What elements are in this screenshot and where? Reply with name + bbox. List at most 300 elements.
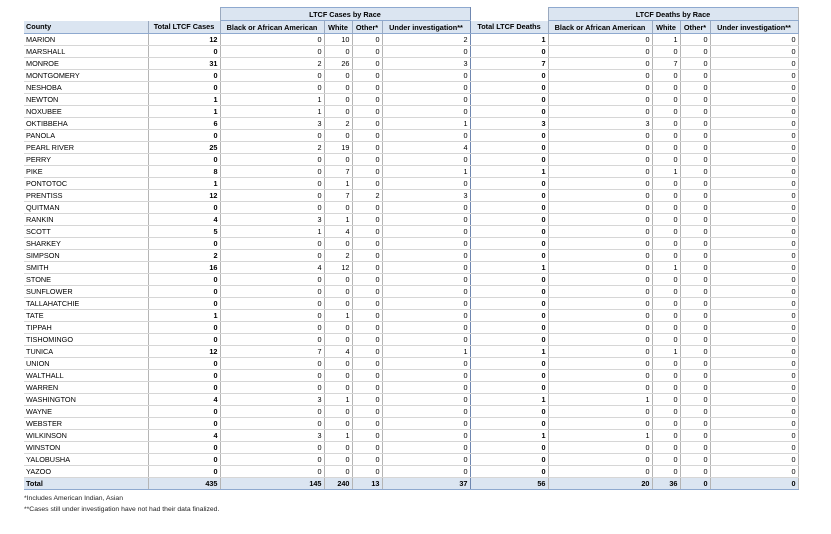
cell-cases-other: 0 [352,346,382,358]
cell-cases-under-investigation: 1 [382,346,470,358]
cell-deaths-under-investigation: 0 [710,322,798,334]
cell-cases-other: 0 [352,58,382,70]
cell-deaths-black: 0 [548,154,652,166]
cell-cases-other: 0 [352,430,382,442]
cell-total-cases: 12 [148,190,220,202]
cell-cases-black: 0 [220,466,324,478]
cell-cases-under-investigation: 0 [382,274,470,286]
cell-cases-white: 0 [324,358,352,370]
cell-cases-under-investigation: 0 [382,370,470,382]
cell-deaths-black: 0 [548,262,652,274]
cell-cases-white: 0 [324,454,352,466]
cell-cases-under-investigation: 0 [382,358,470,370]
cell-deaths-white: 0 [652,178,680,190]
cell-cases-other: 0 [352,94,382,106]
total-label: Total [24,478,148,490]
cell-deaths-black: 0 [548,418,652,430]
cell-total-cases: 8 [148,166,220,178]
cell-county: YALOBUSHA [24,454,148,466]
cell-deaths-black: 0 [548,58,652,70]
cell-cases-under-investigation: 2 [382,34,470,46]
cell-deaths-black: 0 [548,70,652,82]
cell-cases-black: 0 [220,34,324,46]
cell-total-cases: 0 [148,418,220,430]
cell-cases-under-investigation: 0 [382,70,470,82]
cell-total-deaths: 0 [470,274,548,286]
table-row [24,70,798,82]
col-cases-under-investigation-header: Under investigation** [382,21,470,34]
column-header-row [24,21,798,34]
table-row [24,322,798,334]
total-deaths-white: 36 [652,478,680,490]
cell-cases-white: 1 [324,214,352,226]
cell-cases-black: 0 [220,334,324,346]
cell-total-cases: 5 [148,226,220,238]
table-row [24,94,798,106]
cell-deaths-under-investigation: 0 [710,310,798,322]
cell-total-deaths: 0 [470,310,548,322]
cell-deaths-under-investigation: 0 [710,262,798,274]
cell-total-deaths: 0 [470,214,548,226]
cell-total-cases: 2 [148,250,220,262]
cell-cases-white: 26 [324,58,352,70]
cell-cases-black: 3 [220,214,324,226]
cell-cases-black: 2 [220,58,324,70]
table-row [24,346,798,358]
cell-county: TUNICA [24,346,148,358]
cell-cases-white: 0 [324,46,352,58]
cell-deaths-white: 0 [652,274,680,286]
cell-cases-white: 1 [324,430,352,442]
table-row [24,46,798,58]
cell-cases-white: 1 [324,310,352,322]
cell-cases-under-investigation: 0 [382,82,470,94]
cell-total-deaths: 0 [470,370,548,382]
table-row [24,430,798,442]
cell-cases-other: 0 [352,358,382,370]
cell-deaths-white: 0 [652,106,680,118]
cell-total-cases: 0 [148,130,220,142]
cell-total-cases: 0 [148,70,220,82]
cell-county: PONTOTOC [24,178,148,190]
cell-cases-black: 0 [220,154,324,166]
footnote-under-investigation: **Cases still under investigation have not had their data finalized. [24,506,220,513]
cell-deaths-white: 0 [652,214,680,226]
cell-cases-black: 0 [220,298,324,310]
cell-cases-black: 0 [220,190,324,202]
cell-deaths-under-investigation: 0 [710,190,798,202]
table-row [24,106,798,118]
cell-deaths-under-investigation: 0 [710,118,798,130]
col-total-cases-header: Total LTCF Cases [148,21,220,34]
cell-total-deaths: 0 [470,130,548,142]
cell-county: MONTGOMERY [24,70,148,82]
cell-cases-under-investigation: 0 [382,202,470,214]
cell-cases-other: 0 [352,34,382,46]
cell-cases-other: 0 [352,322,382,334]
cell-deaths-other: 0 [680,262,710,274]
cell-deaths-under-investigation: 0 [710,82,798,94]
cell-county: TALLAHATCHIE [24,298,148,310]
table-row [24,418,798,430]
cell-deaths-under-investigation: 0 [710,58,798,70]
cell-deaths-other: 0 [680,466,710,478]
cell-deaths-black: 0 [548,202,652,214]
cell-cases-white: 0 [324,82,352,94]
table-row [24,214,798,226]
cell-total-cases: 0 [148,286,220,298]
cell-deaths-black: 0 [548,334,652,346]
cell-cases-other: 0 [352,238,382,250]
cell-deaths-under-investigation: 0 [710,358,798,370]
cell-cases-white: 7 [324,190,352,202]
cell-deaths-other: 0 [680,154,710,166]
cell-cases-under-investigation: 0 [382,130,470,142]
cell-deaths-black: 1 [548,430,652,442]
cell-total-deaths: 0 [470,298,548,310]
cell-deaths-other: 0 [680,202,710,214]
table-row [24,334,798,346]
cell-deaths-under-investigation: 0 [710,178,798,190]
cell-deaths-white: 0 [652,322,680,334]
col-deaths-other-header: Other* [680,21,710,34]
cell-deaths-other: 0 [680,418,710,430]
cell-deaths-other: 0 [680,46,710,58]
cell-cases-under-investigation: 3 [382,58,470,70]
cell-cases-under-investigation: 0 [382,418,470,430]
cell-total-deaths: 1 [470,166,548,178]
cell-total-cases: 0 [148,406,220,418]
cell-cases-black: 4 [220,262,324,274]
cell-county: SMITH [24,262,148,274]
cell-total-deaths: 0 [470,154,548,166]
cell-cases-white: 0 [324,322,352,334]
cell-county: WILKINSON [24,430,148,442]
cell-total-deaths: 3 [470,118,548,130]
cell-county: WALTHALL [24,370,148,382]
cell-cases-white: 0 [324,406,352,418]
table-row [24,442,798,454]
cell-deaths-black: 0 [548,250,652,262]
cell-deaths-black: 0 [548,274,652,286]
cell-deaths-white: 0 [652,454,680,466]
cell-cases-under-investigation: 0 [382,46,470,58]
cell-deaths-white: 0 [652,142,680,154]
cell-cases-black: 0 [220,286,324,298]
cell-deaths-white: 0 [652,202,680,214]
table-row [24,226,798,238]
cell-county: YAZOO [24,466,148,478]
cell-deaths-under-investigation: 0 [710,94,798,106]
cell-deaths-black: 0 [548,238,652,250]
cell-cases-white: 0 [324,70,352,82]
cell-deaths-other: 0 [680,94,710,106]
cell-cases-other: 0 [352,442,382,454]
table-row [24,142,798,154]
cell-deaths-white: 0 [652,118,680,130]
cell-county: WARREN [24,382,148,394]
cell-deaths-white: 0 [652,382,680,394]
cell-deaths-other: 0 [680,214,710,226]
ltcf-race-table-container [24,7,799,490]
cell-deaths-black: 0 [548,94,652,106]
cell-deaths-white: 0 [652,418,680,430]
cell-county: STONE [24,274,148,286]
cell-cases-under-investigation: 0 [382,106,470,118]
cell-deaths-black: 0 [548,178,652,190]
cell-total-cases: 12 [148,346,220,358]
cell-deaths-black: 0 [548,454,652,466]
cell-deaths-under-investigation: 0 [710,394,798,406]
total-cases-black: 145 [220,478,324,490]
cell-total-cases: 0 [148,238,220,250]
cell-deaths-other: 0 [680,454,710,466]
col-deaths-under-investigation-header: Under investigation** [710,21,798,34]
table-row [24,118,798,130]
cell-deaths-other: 0 [680,286,710,298]
cell-county: WINSTON [24,442,148,454]
footnote-other-definition: *Includes American Indian, Asian [24,495,123,502]
cell-cases-other: 0 [352,154,382,166]
cell-deaths-under-investigation: 0 [710,274,798,286]
table-row [24,178,798,190]
cell-county: NESHOBA [24,82,148,94]
cell-cases-under-investigation: 0 [382,442,470,454]
cell-cases-white: 0 [324,298,352,310]
group-header-row [24,8,798,21]
cell-total-deaths: 0 [470,202,548,214]
cell-cases-white: 0 [324,274,352,286]
table-row [24,250,798,262]
cell-deaths-black: 0 [548,226,652,238]
cell-cases-under-investigation: 3 [382,190,470,202]
cell-cases-black: 0 [220,310,324,322]
cell-total-cases: 16 [148,262,220,274]
cell-deaths-under-investigation: 0 [710,202,798,214]
cell-county: RANKIN [24,214,148,226]
cell-deaths-black: 0 [548,442,652,454]
cell-cases-white: 7 [324,166,352,178]
cell-cases-white: 4 [324,226,352,238]
table-row [24,466,798,478]
cell-cases-under-investigation: 0 [382,466,470,478]
cell-total-deaths: 0 [470,46,548,58]
cell-deaths-other: 0 [680,382,710,394]
cell-total-cases: 0 [148,382,220,394]
cell-deaths-white: 0 [652,130,680,142]
cell-total-cases: 25 [148,142,220,154]
cell-cases-other: 0 [352,202,382,214]
cell-total-deaths: 0 [470,142,548,154]
cell-cases-white: 0 [324,106,352,118]
cell-total-cases: 0 [148,82,220,94]
cell-total-deaths: 0 [470,454,548,466]
cell-county: PANOLA [24,130,148,142]
cell-deaths-black: 0 [548,406,652,418]
cell-cases-under-investigation: 4 [382,142,470,154]
cell-cases-other: 0 [352,298,382,310]
cell-cases-black: 0 [220,130,324,142]
cell-cases-black: 3 [220,394,324,406]
cell-total-cases: 0 [148,322,220,334]
cell-cases-black: 0 [220,46,324,58]
cell-cases-other: 0 [352,166,382,178]
cell-total-cases: 6 [148,118,220,130]
cell-cases-white: 1 [324,394,352,406]
cell-total-deaths: 0 [470,238,548,250]
cell-deaths-under-investigation: 0 [710,466,798,478]
cell-county: MONROE [24,58,148,70]
cell-cases-under-investigation: 0 [382,382,470,394]
cell-deaths-other: 0 [680,394,710,406]
cell-deaths-under-investigation: 0 [710,406,798,418]
cell-total-deaths: 0 [470,226,548,238]
cell-deaths-white: 0 [652,226,680,238]
cell-cases-black: 0 [220,166,324,178]
cell-deaths-other: 0 [680,406,710,418]
cell-deaths-other: 0 [680,70,710,82]
cell-cases-under-investigation: 0 [382,226,470,238]
cell-deaths-other: 0 [680,190,710,202]
table-row [24,202,798,214]
cell-total-deaths: 1 [470,394,548,406]
cell-total-deaths: 0 [470,106,548,118]
cell-cases-under-investigation: 0 [382,406,470,418]
cell-cases-other: 0 [352,286,382,298]
cell-deaths-black: 0 [548,286,652,298]
cell-cases-black: 0 [220,382,324,394]
cell-county: NEWTON [24,94,148,106]
cell-cases-black: 3 [220,118,324,130]
cell-deaths-other: 0 [680,346,710,358]
cell-total-cases: 1 [148,94,220,106]
cell-county: WEBSTER [24,418,148,430]
cell-total-cases: 4 [148,430,220,442]
cell-cases-other: 0 [352,118,382,130]
cell-cases-black: 2 [220,142,324,154]
cell-cases-under-investigation: 0 [382,262,470,274]
cell-deaths-other: 0 [680,166,710,178]
total-cases-other: 13 [352,478,382,490]
col-cases-white-header: White [324,21,352,34]
cell-deaths-other: 0 [680,178,710,190]
cell-cases-black: 0 [220,406,324,418]
cell-deaths-other: 0 [680,250,710,262]
cell-cases-black: 0 [220,454,324,466]
cell-total-deaths: 0 [470,250,548,262]
cell-cases-under-investigation: 0 [382,238,470,250]
total-deaths-under-investigation: 0 [710,478,798,490]
cell-deaths-black: 0 [548,346,652,358]
cell-total-deaths: 0 [470,442,548,454]
cell-cases-other: 2 [352,190,382,202]
cell-deaths-white: 0 [652,310,680,322]
table-row [24,130,798,142]
cell-cases-under-investigation: 0 [382,178,470,190]
cell-cases-under-investigation: 0 [382,298,470,310]
cell-cases-white: 19 [324,142,352,154]
table-row [24,154,798,166]
table-row [24,262,798,274]
table-row [24,166,798,178]
cell-cases-other: 0 [352,274,382,286]
cell-cases-black: 0 [220,370,324,382]
cell-deaths-black: 0 [548,46,652,58]
cell-total-deaths: 0 [470,286,548,298]
cell-total-cases: 0 [148,370,220,382]
table-row [24,82,798,94]
cell-cases-black: 0 [220,82,324,94]
cell-cases-other: 0 [352,454,382,466]
group-header-blank-deaths [470,8,548,21]
cell-deaths-white: 0 [652,406,680,418]
cell-total-deaths: 0 [470,358,548,370]
cell-deaths-other: 0 [680,334,710,346]
cell-cases-white: 0 [324,466,352,478]
cell-total-deaths: 1 [470,346,548,358]
cell-deaths-under-investigation: 0 [710,46,798,58]
cell-total-deaths: 0 [470,190,548,202]
cell-county: SHARKEY [24,238,148,250]
cell-total-cases: 1 [148,178,220,190]
cell-deaths-under-investigation: 0 [710,154,798,166]
footnotes [24,493,219,515]
cell-deaths-under-investigation: 0 [710,442,798,454]
cell-deaths-black: 0 [548,370,652,382]
cell-cases-other: 0 [352,82,382,94]
cell-total-deaths: 0 [470,334,548,346]
cell-deaths-other: 0 [680,322,710,334]
cell-cases-white: 0 [324,130,352,142]
cell-county: SIMPSON [24,250,148,262]
cell-deaths-black: 0 [548,82,652,94]
cell-deaths-other: 0 [680,358,710,370]
cell-deaths-white: 0 [652,370,680,382]
cell-county: PIKE [24,166,148,178]
cell-total-cases: 4 [148,214,220,226]
cell-deaths-other: 0 [680,118,710,130]
cell-cases-other: 0 [352,46,382,58]
cell-cases-under-investigation: 0 [382,454,470,466]
cell-county: PERRY [24,154,148,166]
total-cases-under-investigation: 37 [382,478,470,490]
cell-cases-white: 0 [324,238,352,250]
cell-total-cases: 12 [148,34,220,46]
cell-cases-under-investigation: 0 [382,214,470,226]
cell-total-cases: 0 [148,46,220,58]
total-cases: 435 [148,478,220,490]
cell-cases-black: 0 [220,238,324,250]
cell-deaths-under-investigation: 0 [710,106,798,118]
cell-county: SUNFLOWER [24,286,148,298]
cell-total-deaths: 1 [470,262,548,274]
group-header-blank [24,8,220,21]
cell-cases-other: 0 [352,226,382,238]
cell-total-cases: 31 [148,58,220,70]
cell-deaths-white: 0 [652,250,680,262]
cell-deaths-other: 0 [680,226,710,238]
cell-cases-white: 0 [324,442,352,454]
total-cases-white: 240 [324,478,352,490]
cell-cases-black: 7 [220,346,324,358]
cell-deaths-under-investigation: 0 [710,70,798,82]
cell-deaths-white: 0 [652,430,680,442]
cell-county: TISHOMINGO [24,334,148,346]
cell-cases-other: 0 [352,418,382,430]
cell-deaths-under-investigation: 0 [710,298,798,310]
cell-deaths-white: 1 [652,346,680,358]
total-deaths: 56 [470,478,548,490]
